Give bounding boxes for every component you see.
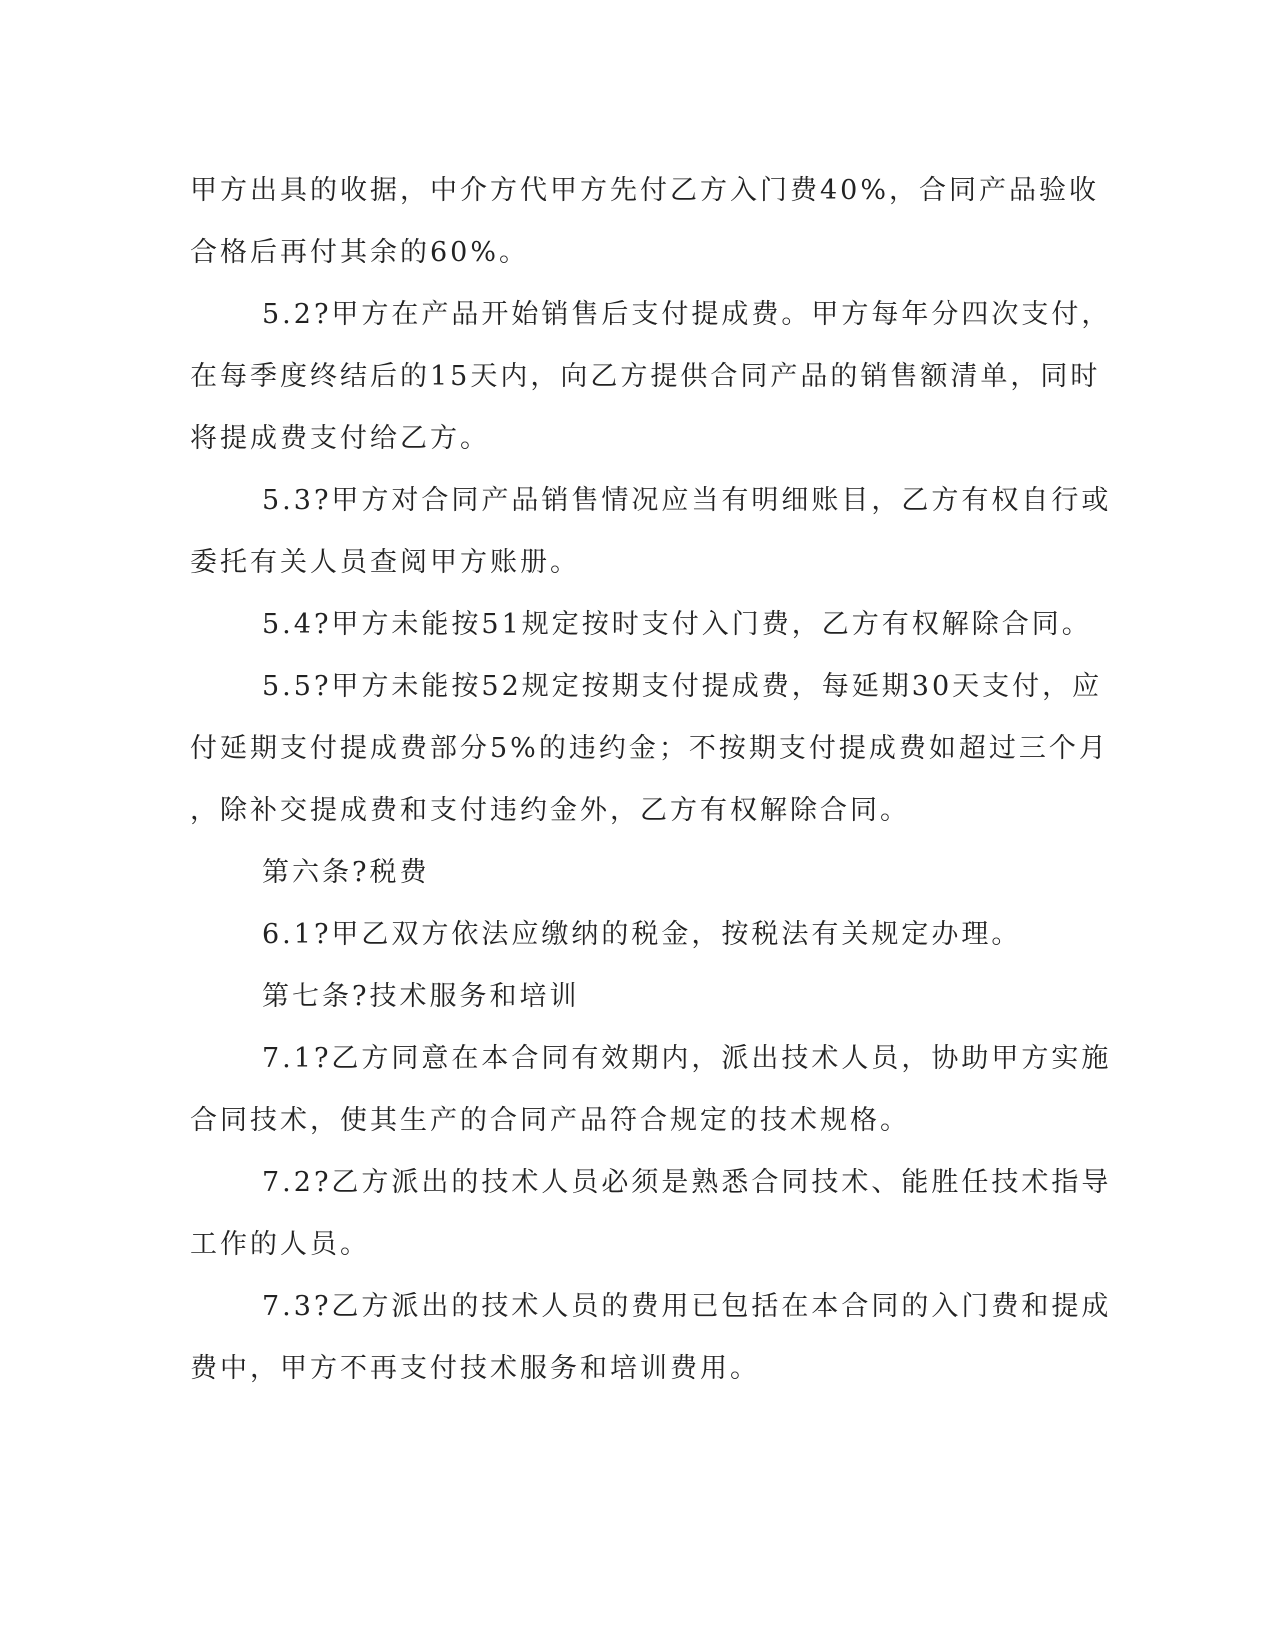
text-line: 费中，甲方不再支付技术服务和培训费用。 <box>190 1353 760 1384</box>
clause-7-2: 7.2?乙方派出的技术人员必须是熟悉合同技术、能胜任技术指导 <box>262 1167 1112 1198</box>
clause-7-3: 7.3?乙方派出的技术人员的费用已包括在本合同的入门费和提成 <box>262 1291 1112 1322</box>
clause-5-3: 5.3?甲方对合同产品销售情况应当有明细账目，乙方有权自行或 <box>262 485 1112 516</box>
clause-5-5: 5.5?甲方未能按52规定按期支付提成费，每延期30天支付，应 <box>262 671 1103 702</box>
text-line: ，除补交提成费和支付违约金外，乙方有权解除合同。 <box>190 795 910 826</box>
clause-5-2: 5.2?甲方在产品开始销售后支付提成费。甲方每年分四次支付， <box>262 299 1112 330</box>
text-line: 甲方出具的收据，中介方代甲方先付乙方入门费40%，合同产品验收 <box>190 175 1100 206</box>
text-line: 合格后再付其余的60%。 <box>190 237 530 268</box>
document-body <box>190 160 1112 1400</box>
article-7-heading: 第七条?技术服务和培训 <box>262 981 580 1012</box>
clause-5-4: 5.4?甲方未能按51规定按时支付入门费，乙方有权解除合同。 <box>262 609 1092 640</box>
text-line: 委托有关人员查阅甲方账册。 <box>190 547 580 578</box>
text-line: 将提成费支付给乙方。 <box>190 423 490 454</box>
text-line: 合同技术，使其生产的合同产品符合规定的技术规格。 <box>190 1105 910 1136</box>
clause-6-1: 6.1?甲乙双方依法应缴纳的税金，按税法有关规定办理。 <box>262 919 1022 950</box>
article-6-heading: 第六条?税费 <box>262 857 430 888</box>
text-line: 付延期支付提成费部分5%的违约金；不按期支付提成费如超过三个月 <box>190 733 1109 764</box>
text-line: 在每季度终结后的15天内，向乙方提供合同产品的销售额清单，同时 <box>190 361 1101 392</box>
text-line: 工作的人员。 <box>190 1229 370 1260</box>
clause-7-1: 7.1?乙方同意在本合同有效期内，派出技术人员，协助甲方实施 <box>262 1043 1112 1074</box>
